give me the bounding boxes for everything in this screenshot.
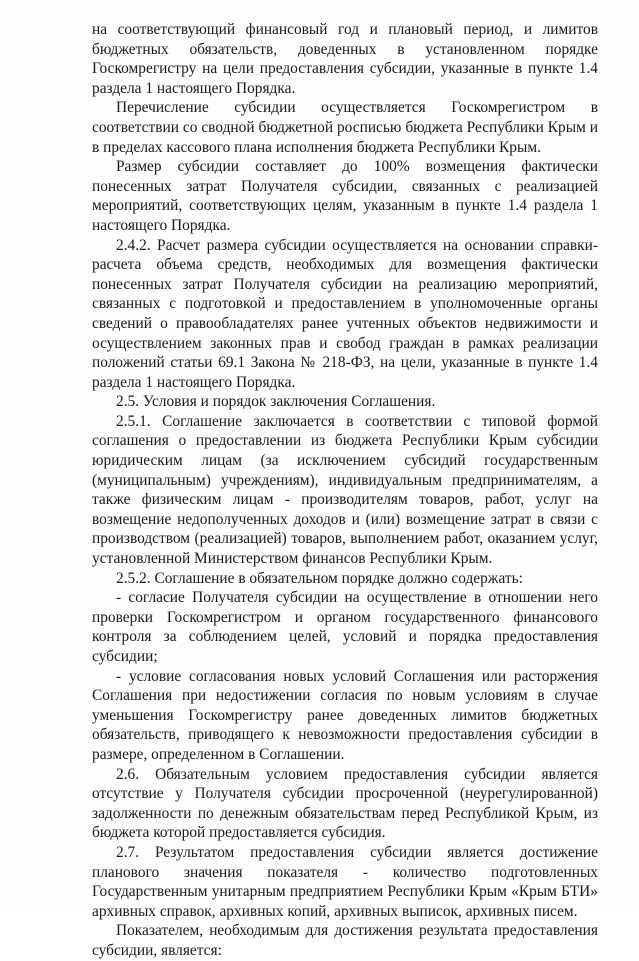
paragraph-2-5-2: 2.5.2. Соглашение в обязательном порядке должно содержать: [116,569,523,587]
paragraph-continuation: на соответствующий финансовый год и плановый период, и лимитов бюджетных обязательств, доведенных в установленном порядке Госкомрегистру на цели предоставления субсидии, указанные в пункте 1.4 раздела 1 настоящего Порядка. [92,21,598,97]
list-item-consent: - согласие Получателя субсидии на осуществление в отношении него проверки Госкомрегистром и органом государственного финансового контроля за соблюдением целей, условий и порядка предоставления субсидии; [92,589,598,665]
paragraph-2-7: 2.7. Результатом предоставления субсидии является достижение планового значения показателя - количество подготовленных Государственным унитарным предприятием Республики Крым «Крым БТИ» архивных справок, архивных копий, архивных выписок, архивных писем. [92,843,598,920]
paragraph-transfer-of-subsidy: Перечисление субсидии осуществляется Госкомрегистром в соответствии со сводной бюджетной росписью бюджета Республики Крым и в пределах кассового плана исполнения бюджета Республики Крым. [92,99,598,156]
paragraph-2-5-1: 2.5.1. Соглашение заключается в соответствии с типовой формой соглашения о предоставлении из бюджета Республики Крым субсидии юридическим лицам (за исключением субсидий государственным (муниципальным) учреждениям), индивидуальным предпринимателям, а также физическим лицам - производителям товаров, работ, услуг на возмещение недополученных доходов и (или) возмещение затрат в связи с производством (реализацией) товаров, выполнением работ, оказанием услуг, установленной Министерством финансов Республики Крым. [92,412,598,568]
section-heading-2-5: 2.5. Условия и порядок заключения Соглашения. [116,393,436,411]
list-item-condition: - условие согласования новых условий Соглашения или расторжения Соглашения при недостижении согласия по новым условиям в случае уменьшения Госкомрегистру ранее доведенных лимитов бюджетных обязательств, приводящего к невозможности предоставления субсидии в размере, определенном в Соглашении. [92,667,598,763]
paragraph-2-6: 2.6. Обязательным условием предоставления субсидии является отсутствие у Получателя субсидии просроченной (неурегулированной) задолженности по денежным обязательствам перед Республикой Крым, из бюджета которой предоставляется субсидия. [92,765,598,842]
paragraph-subsidy-amount: Размер субсидии составляет до 100% возмещения фактически понесенных затрат Получателя субсидии, связанных с реализацией мероприятий, соответствующих целям, указанным в пункте 1.4 раздела 1 настоящего Порядка. [92,158,598,234]
document-body [92,20,598,961]
paragraph-indicator: Показателем, необходимым для достижения результата предоставления субсидии, является: [92,922,598,959]
paragraph-2-4-2: 2.4.2. Расчет размера субсидии осуществляется на основании справки-расчета объема средств, необходимых для возмещения фактически понесенных затрат Получателя субсидии на реализацию мероприятий, связанных с подготовкой и предоставлением в уполномоченные органы сведений о правообладателях ранее учтенных объектов недвижимости и осуществлением законных прав и свобод граждан в рамках реализации положений статьи 69.1 Закона № 218-ФЗ, на цели, указанные в пункте 1.4 раздела 1 настоящего Порядка. [92,236,598,391]
